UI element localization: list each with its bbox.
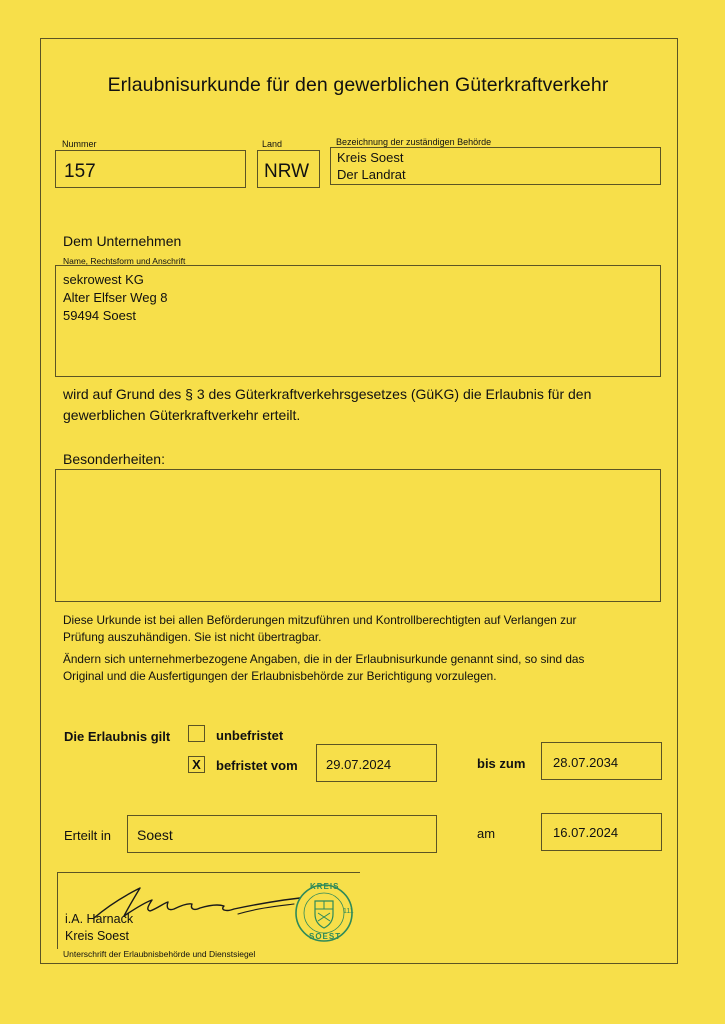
company-line3: 59494 Soest xyxy=(63,308,137,323)
besonderheiten-field xyxy=(55,469,661,602)
grant-line1: wird auf Grund des § 3 des Güterkraftverkehrsgesetzes (GüKG) die Erlaubnis für den xyxy=(63,386,592,402)
validity-label: Die Erlaubnis gilt xyxy=(64,729,171,744)
behoerde-line1: Kreis Soest xyxy=(337,150,404,165)
befristet-label: befristet vom xyxy=(216,758,298,773)
behoerde-label: Bezeichnung der zuständigen Behörde xyxy=(336,137,492,147)
company-line1: sekrowest KG xyxy=(63,272,144,287)
seal-number: 111 xyxy=(343,908,354,915)
signer-name: i.A. Harnack xyxy=(65,912,134,926)
seal-bottom-text: SOEST xyxy=(309,932,342,941)
to-date-field xyxy=(541,742,662,780)
issued-label: Erteilt in xyxy=(64,828,111,843)
signature-caption: Unterschrift der Erlaubnisbehörde und Dienstsiegel xyxy=(63,949,256,959)
notice1-line2: Prüfung auszuhändigen. Sie ist nicht übertragbar. xyxy=(63,630,322,644)
behoerde-field xyxy=(330,147,661,185)
befristet-checkbox[interactable]: X xyxy=(188,756,205,773)
issued-place-value: Soest xyxy=(137,827,173,843)
from-date-value: 29.07.2024 xyxy=(326,757,392,772)
notice2-line1: Ändern sich unternehmerbezogene Angaben, die in der Erlaubnisurkunde genannt sind, so sind das xyxy=(63,652,585,666)
grant-line2: gewerblichen Güterkraftverkehr erteilt. xyxy=(63,407,301,423)
notice1-line1: Diese Urkunde ist bei allen Beförderungen mitzuführen und Kontrollberechtigten auf Verlangen zur xyxy=(63,613,577,627)
seal-stamp xyxy=(292,882,356,944)
bis-label: bis zum xyxy=(477,756,526,771)
company-line2: Alter Elfser Weg 8 xyxy=(63,290,168,305)
unbefristet-label: unbefristet xyxy=(216,728,284,743)
land-value: NRW xyxy=(264,161,310,182)
document-title: Erlaubnisurkunde für den gewerblichen Güterkraftverkehr xyxy=(107,74,609,96)
company-field xyxy=(55,265,661,377)
nummer-value: 157 xyxy=(64,161,96,182)
nummer-field xyxy=(55,150,246,188)
land-label: Land xyxy=(262,139,283,149)
unbefristet-checkbox[interactable] xyxy=(188,725,205,742)
issued-place-field xyxy=(127,815,437,853)
nummer-label: Nummer xyxy=(62,139,97,149)
behoerde-line2: Der Landrat xyxy=(337,167,406,182)
seal-top-text: KREIS xyxy=(310,882,340,891)
issued-date-value: 16.07.2024 xyxy=(553,825,619,840)
company-label: Name, Rechtsform und Anschrift xyxy=(63,256,186,266)
to-date-value: 28.07.2034 xyxy=(553,755,619,770)
notice2-line2: Original und die Ausfertigungen der Erlaubnisbehörde zur Berichtigung vorzulegen. xyxy=(63,669,497,683)
besonderheiten-label: Besonderheiten: xyxy=(63,451,165,467)
land-field xyxy=(257,150,320,188)
issued-date-field xyxy=(541,813,662,851)
from-date-field xyxy=(316,744,437,782)
signer-office: Kreis Soest xyxy=(65,929,129,943)
am-label: am xyxy=(477,826,496,841)
company-heading: Dem Unternehmen xyxy=(63,233,182,249)
